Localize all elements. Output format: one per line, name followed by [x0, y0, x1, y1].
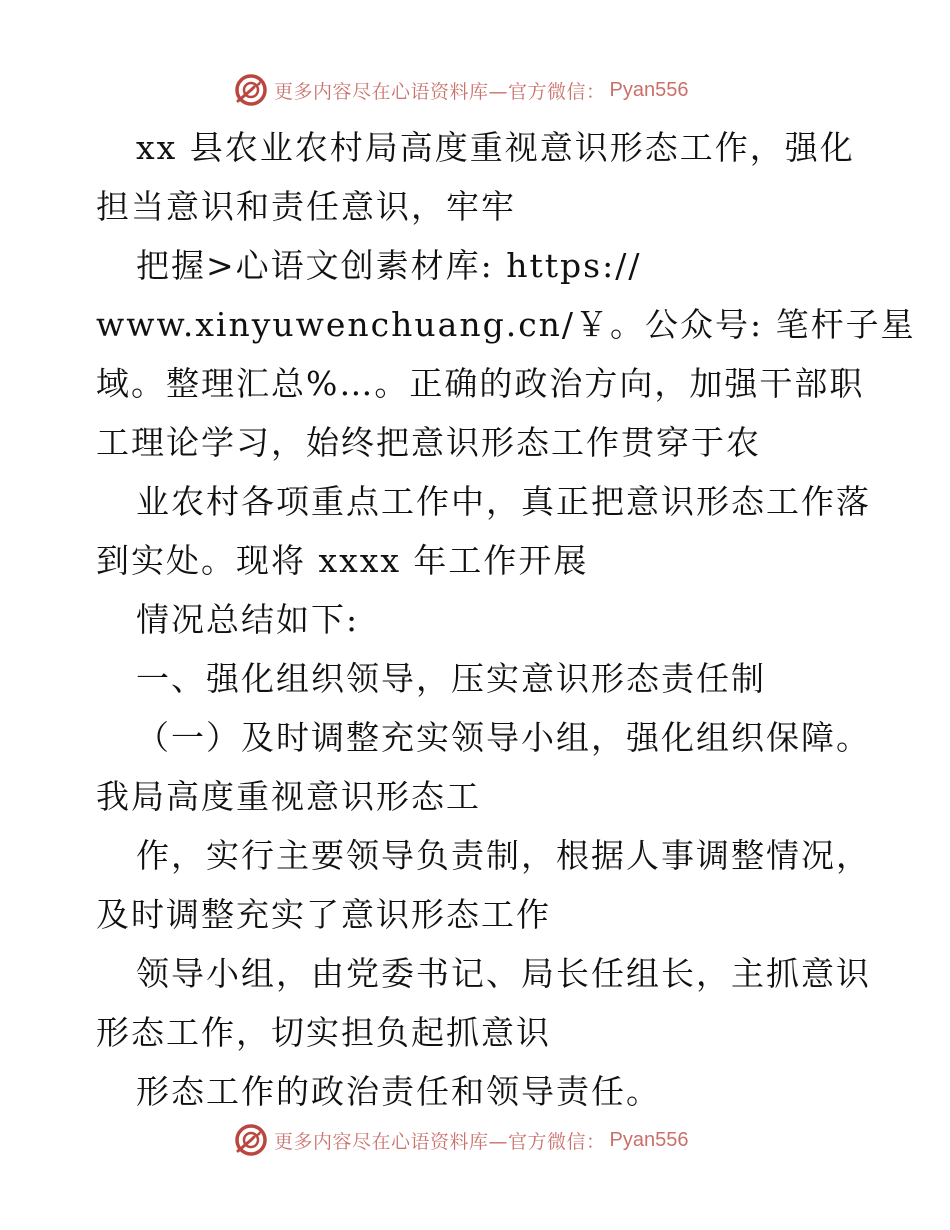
paragraph-line: 形态工作，切实担负起抓意识 [96, 1013, 551, 1052]
header-banner-wechat-id: Pyan556 [609, 78, 689, 101]
logo-icon [234, 73, 268, 107]
paragraph-line: 情况总结如下: [136, 600, 360, 639]
header-banner-text: 更多内容尽在心语资料库—官方微信： [274, 80, 606, 103]
paragraph-line: 担当意识和责任意识，牢牢 [96, 187, 516, 226]
footer-banner [234, 1120, 754, 1160]
footer-banner-wechat-id: Pyan556 [609, 1128, 689, 1151]
paragraph-line: 业农村各项重点工作中，真正把意识形态工作落 [136, 482, 871, 521]
document-body [96, 118, 916, 1121]
paragraph-line: 及时调整充实了意识形态工作 [96, 895, 551, 934]
footer-banner-text: 更多内容尽在心语资料库—官方微信： [274, 1130, 606, 1153]
paragraph-line: xx 县农业农村局高度重视意识形态工作，强化 [136, 128, 855, 167]
paragraph-line: 工理论学习，始终把意识形态工作贯穿于农 [96, 423, 761, 462]
paragraph-line: 到实处。现将 xxxx 年工作开展 [96, 541, 589, 580]
logo-icon [234, 1123, 268, 1157]
paragraph-line: 作，实行主要领导负责制，根据人事调整情况， [136, 836, 871, 875]
paragraph-line: 形态工作的政治责任和领导责任。 [136, 1072, 661, 1111]
paragraph-line: 域。整理汇总%…。正确的政治方向，加强干部职 [96, 364, 865, 403]
paragraph-line: 领导小组，由党委书记、局长任组长，主抓意识 [136, 954, 871, 993]
subsection-heading: （一）及时调整充实领导小组，强化组织保障。 [136, 718, 871, 757]
header-banner [234, 70, 754, 110]
section-heading: 一、强化组织领导，压实意识形态责任制 [136, 659, 766, 698]
paragraph-line: www.xinyuwenchuang.cn/￥。公众号: 笔杆子星 [96, 305, 916, 344]
paragraph-line: 把握>心语文创素材库: https:// [136, 246, 642, 285]
paragraph-line: 我局高度重视意识形态工 [96, 777, 481, 816]
